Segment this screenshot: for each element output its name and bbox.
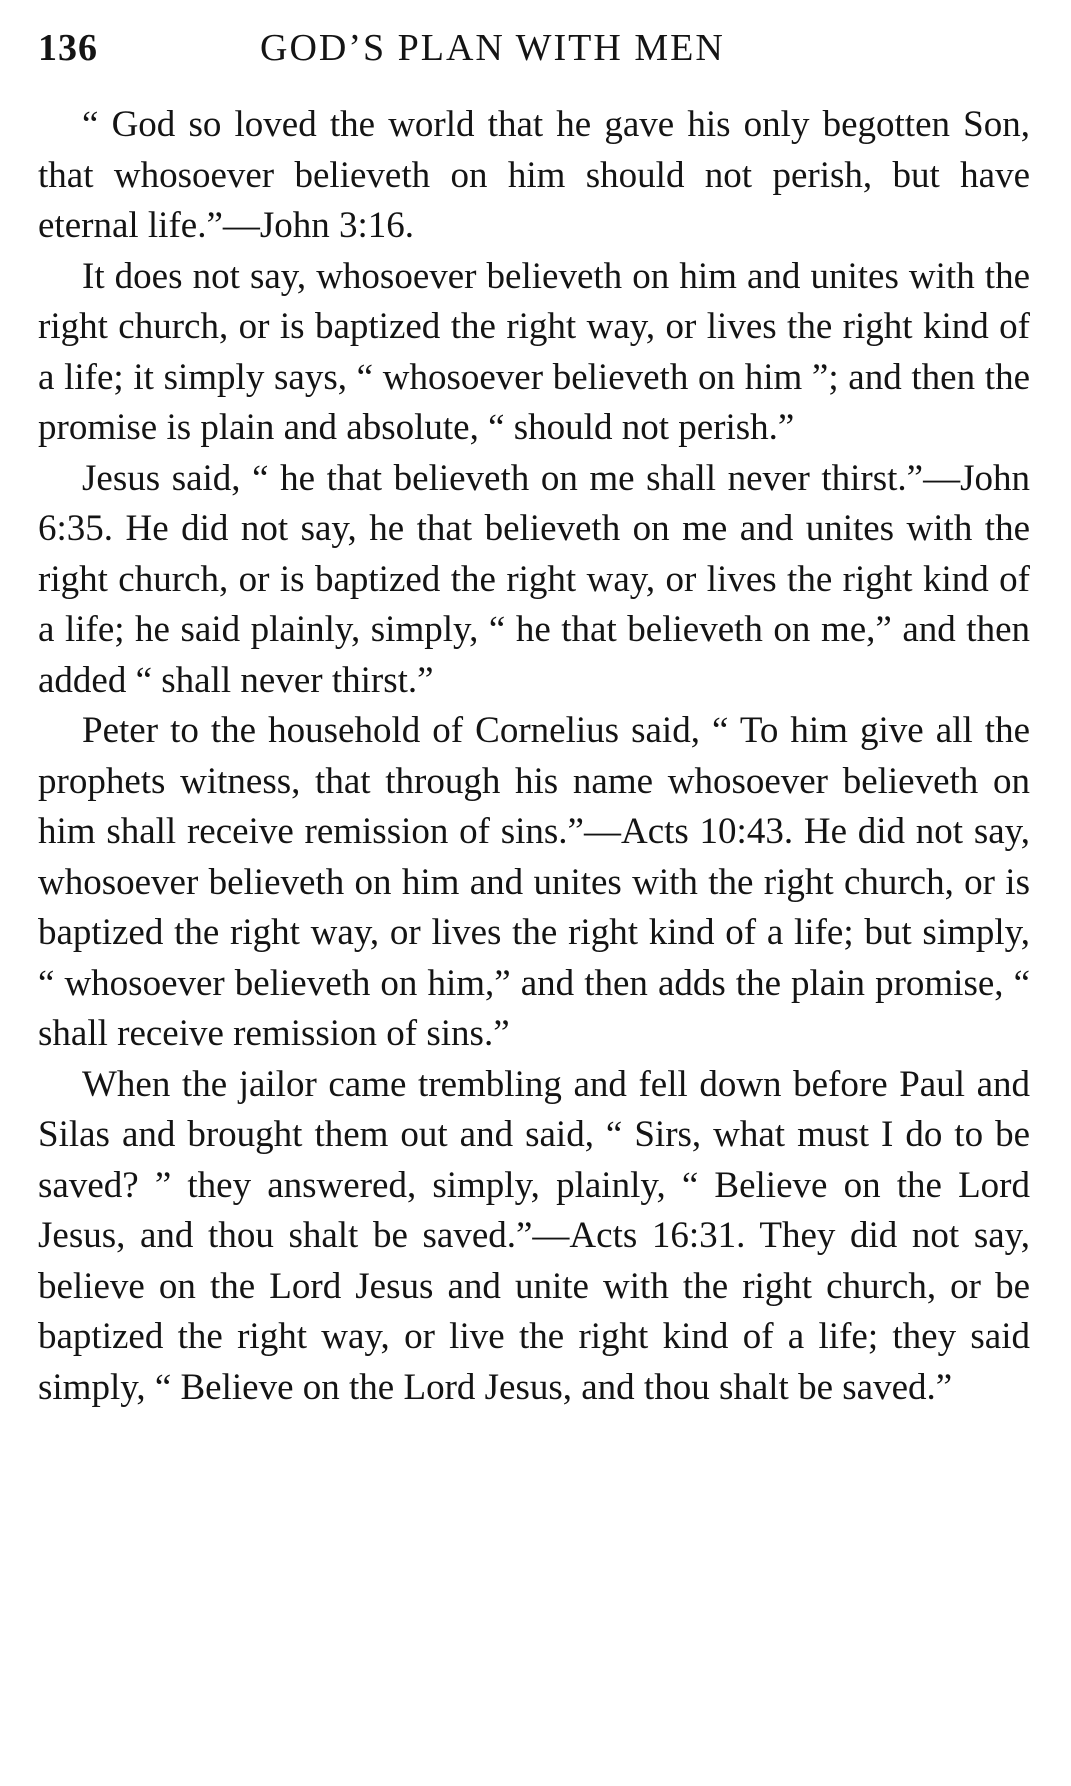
paragraph-john-3-16: “ God so loved the world that he gave his only begotten Son, that whosoever believeth on him should not perish, but have eternal life.”—John 3:16. xyxy=(38,104,1030,246)
page-number: 136 xyxy=(38,27,98,69)
body-text xyxy=(38,100,1030,1413)
running-title: GOD’S PLAN WITH MEN xyxy=(260,27,725,69)
paragraph-john-6-35: Jesus said, “ he that believeth on me shall never thirst.”—John 6:35. He did not say, he that believeth on me and unites with the right church, or is baptized the right way, or lives the right kind of a life; he said plainly, simply, “ he that believeth on me,” and then added “ shall never thirst.” xyxy=(38,457,1030,701)
paragraph-acts-16-31: When the jailor came trembling and fell down before Paul and Silas and brought them out and said, “ Sirs, what must I do to be saved? ” they answered, simply, plainly, “ Believe on the Lord Jesus, and thou shalt be saved.”—Acts 16:31. They did not say, believe on the Lord Jesus and unite with the right church, or be baptized the right way, or live the right kind of a life; they said simply, “ Believe on the Lord Jesus, and thou shalt be saved.” xyxy=(38,1063,1030,1408)
paragraph-acts-10-43: Peter to the household of Cornelius said, “ To him give all the prophets witness, that through his name whosoever believeth on him shall receive remission of sins.”—Acts 10:43. He did not say, whosoever believeth on him and unites with the right church, or is baptized the right way, or lives the right kind of a life; but simply, “ whosoever believeth on him,” and then adds the plain promise, “ shall receive remission of sins.” xyxy=(38,710,1030,1054)
running-head xyxy=(38,22,1028,82)
paragraph-whosoever-believeth: It does not say, whosoever believeth on him and unites with the right church, or is baptized the right way, or lives the right kind of a life; it simply says, “ whosoever believeth on him ”; and then the promise is plain and absolute, “ should not perish.” xyxy=(38,255,1030,448)
